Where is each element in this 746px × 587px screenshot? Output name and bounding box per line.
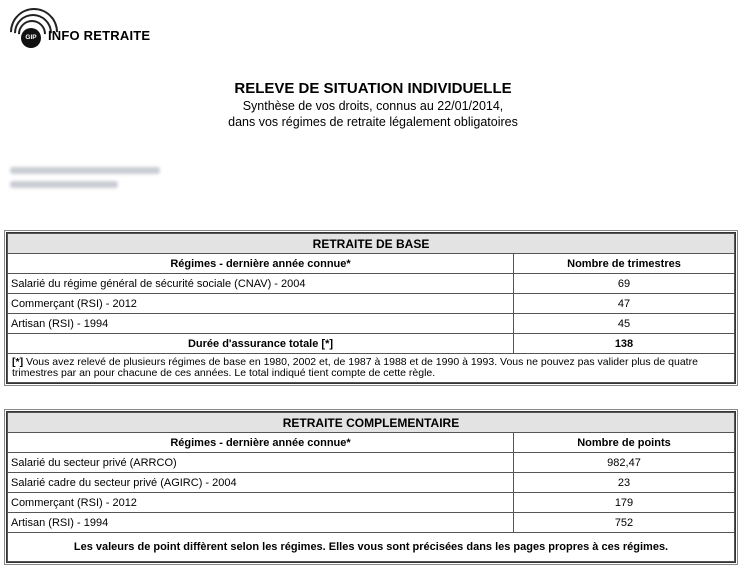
table-row: [8, 453, 735, 473]
note-text: Vous avez relevé de plusieurs régimes de base en 1980, 2002 et, de 1987 à 1988 et de 1990 à 1993. Vous ne pouvez pas valider plus de quatre trimestres par an pour chacune de ces années. Le total indiqué tient compte de cette règle.: [12, 356, 698, 379]
row-value: 752: [514, 513, 735, 533]
document-header: [0, 80, 746, 130]
logo-text: INFO RETRAITE: [48, 28, 151, 43]
total-label: Durée d'assurance totale [*]: [8, 334, 514, 354]
row-value: 982,47: [514, 453, 735, 473]
section-title: RETRAITE COMPLEMENTAIRE: [8, 413, 735, 433]
note-cell: [8, 354, 735, 383]
row-label: Salarié du secteur privé (ARRCO): [8, 453, 514, 473]
row-value: 23: [514, 473, 735, 493]
logo-badge: GIP: [21, 28, 41, 48]
row-label: Artisan (RSI) - 1994: [8, 314, 514, 334]
document-title: RELEVE DE SITUATION INDIVIDUELLE: [234, 80, 512, 97]
retraite-complementaire-section: [6, 411, 736, 563]
table-row: [8, 314, 735, 334]
column-header-trimestres: Nombre de trimestres: [514, 254, 735, 274]
row-value: 47: [514, 294, 735, 314]
gip-info-retraite-logo: [8, 4, 158, 54]
total-row: [8, 334, 735, 354]
row-label: Salarié du régime général de sécurité sociale (CNAV) - 2004: [8, 274, 514, 294]
row-label: Artisan (RSI) - 1994: [8, 513, 514, 533]
retraite-de-base-table: [7, 233, 735, 383]
footnote-text: Les valeurs de point diffèrent selon les régimes. Elles vous sont précisées dans les pages propres à ces régimes.: [8, 533, 735, 562]
note-marker: [*]: [12, 356, 24, 368]
column-header-points: Nombre de points: [514, 433, 735, 453]
redacted-address: [10, 167, 160, 195]
row-label: Salarié cadre du secteur privé (AGIRC) - 2004: [8, 473, 514, 493]
footnote-row: [8, 533, 735, 562]
table-row: [8, 493, 735, 513]
redacted-line: [10, 181, 118, 188]
section-title: RETRAITE DE BASE: [8, 234, 735, 254]
row-value: 179: [514, 493, 735, 513]
table-row: [8, 473, 735, 493]
retraite-de-base-section: [6, 232, 736, 384]
row-label: Commerçant (RSI) - 2012: [8, 493, 514, 513]
redacted-line: [10, 167, 160, 174]
table-row: [8, 513, 735, 533]
column-header-regimes: Régimes - dernière année connue*: [8, 254, 514, 274]
row-label: Commerçant (RSI) - 2012: [8, 294, 514, 314]
table-row: [8, 294, 735, 314]
retraite-complementaire-table: [7, 412, 735, 562]
row-value: 69: [514, 274, 735, 294]
column-header-regimes: Régimes - dernière année connue*: [8, 433, 514, 453]
document-subtitle-line1: Synthèse de vos droits, connus au 22/01/2014,: [242, 99, 504, 113]
total-value: 138: [514, 334, 735, 354]
note-row: [8, 354, 735, 383]
document-subtitle-line2: dans vos régimes de retraite légalement obligatoires: [228, 115, 518, 129]
row-value: 45: [514, 314, 735, 334]
table-row: [8, 274, 735, 294]
